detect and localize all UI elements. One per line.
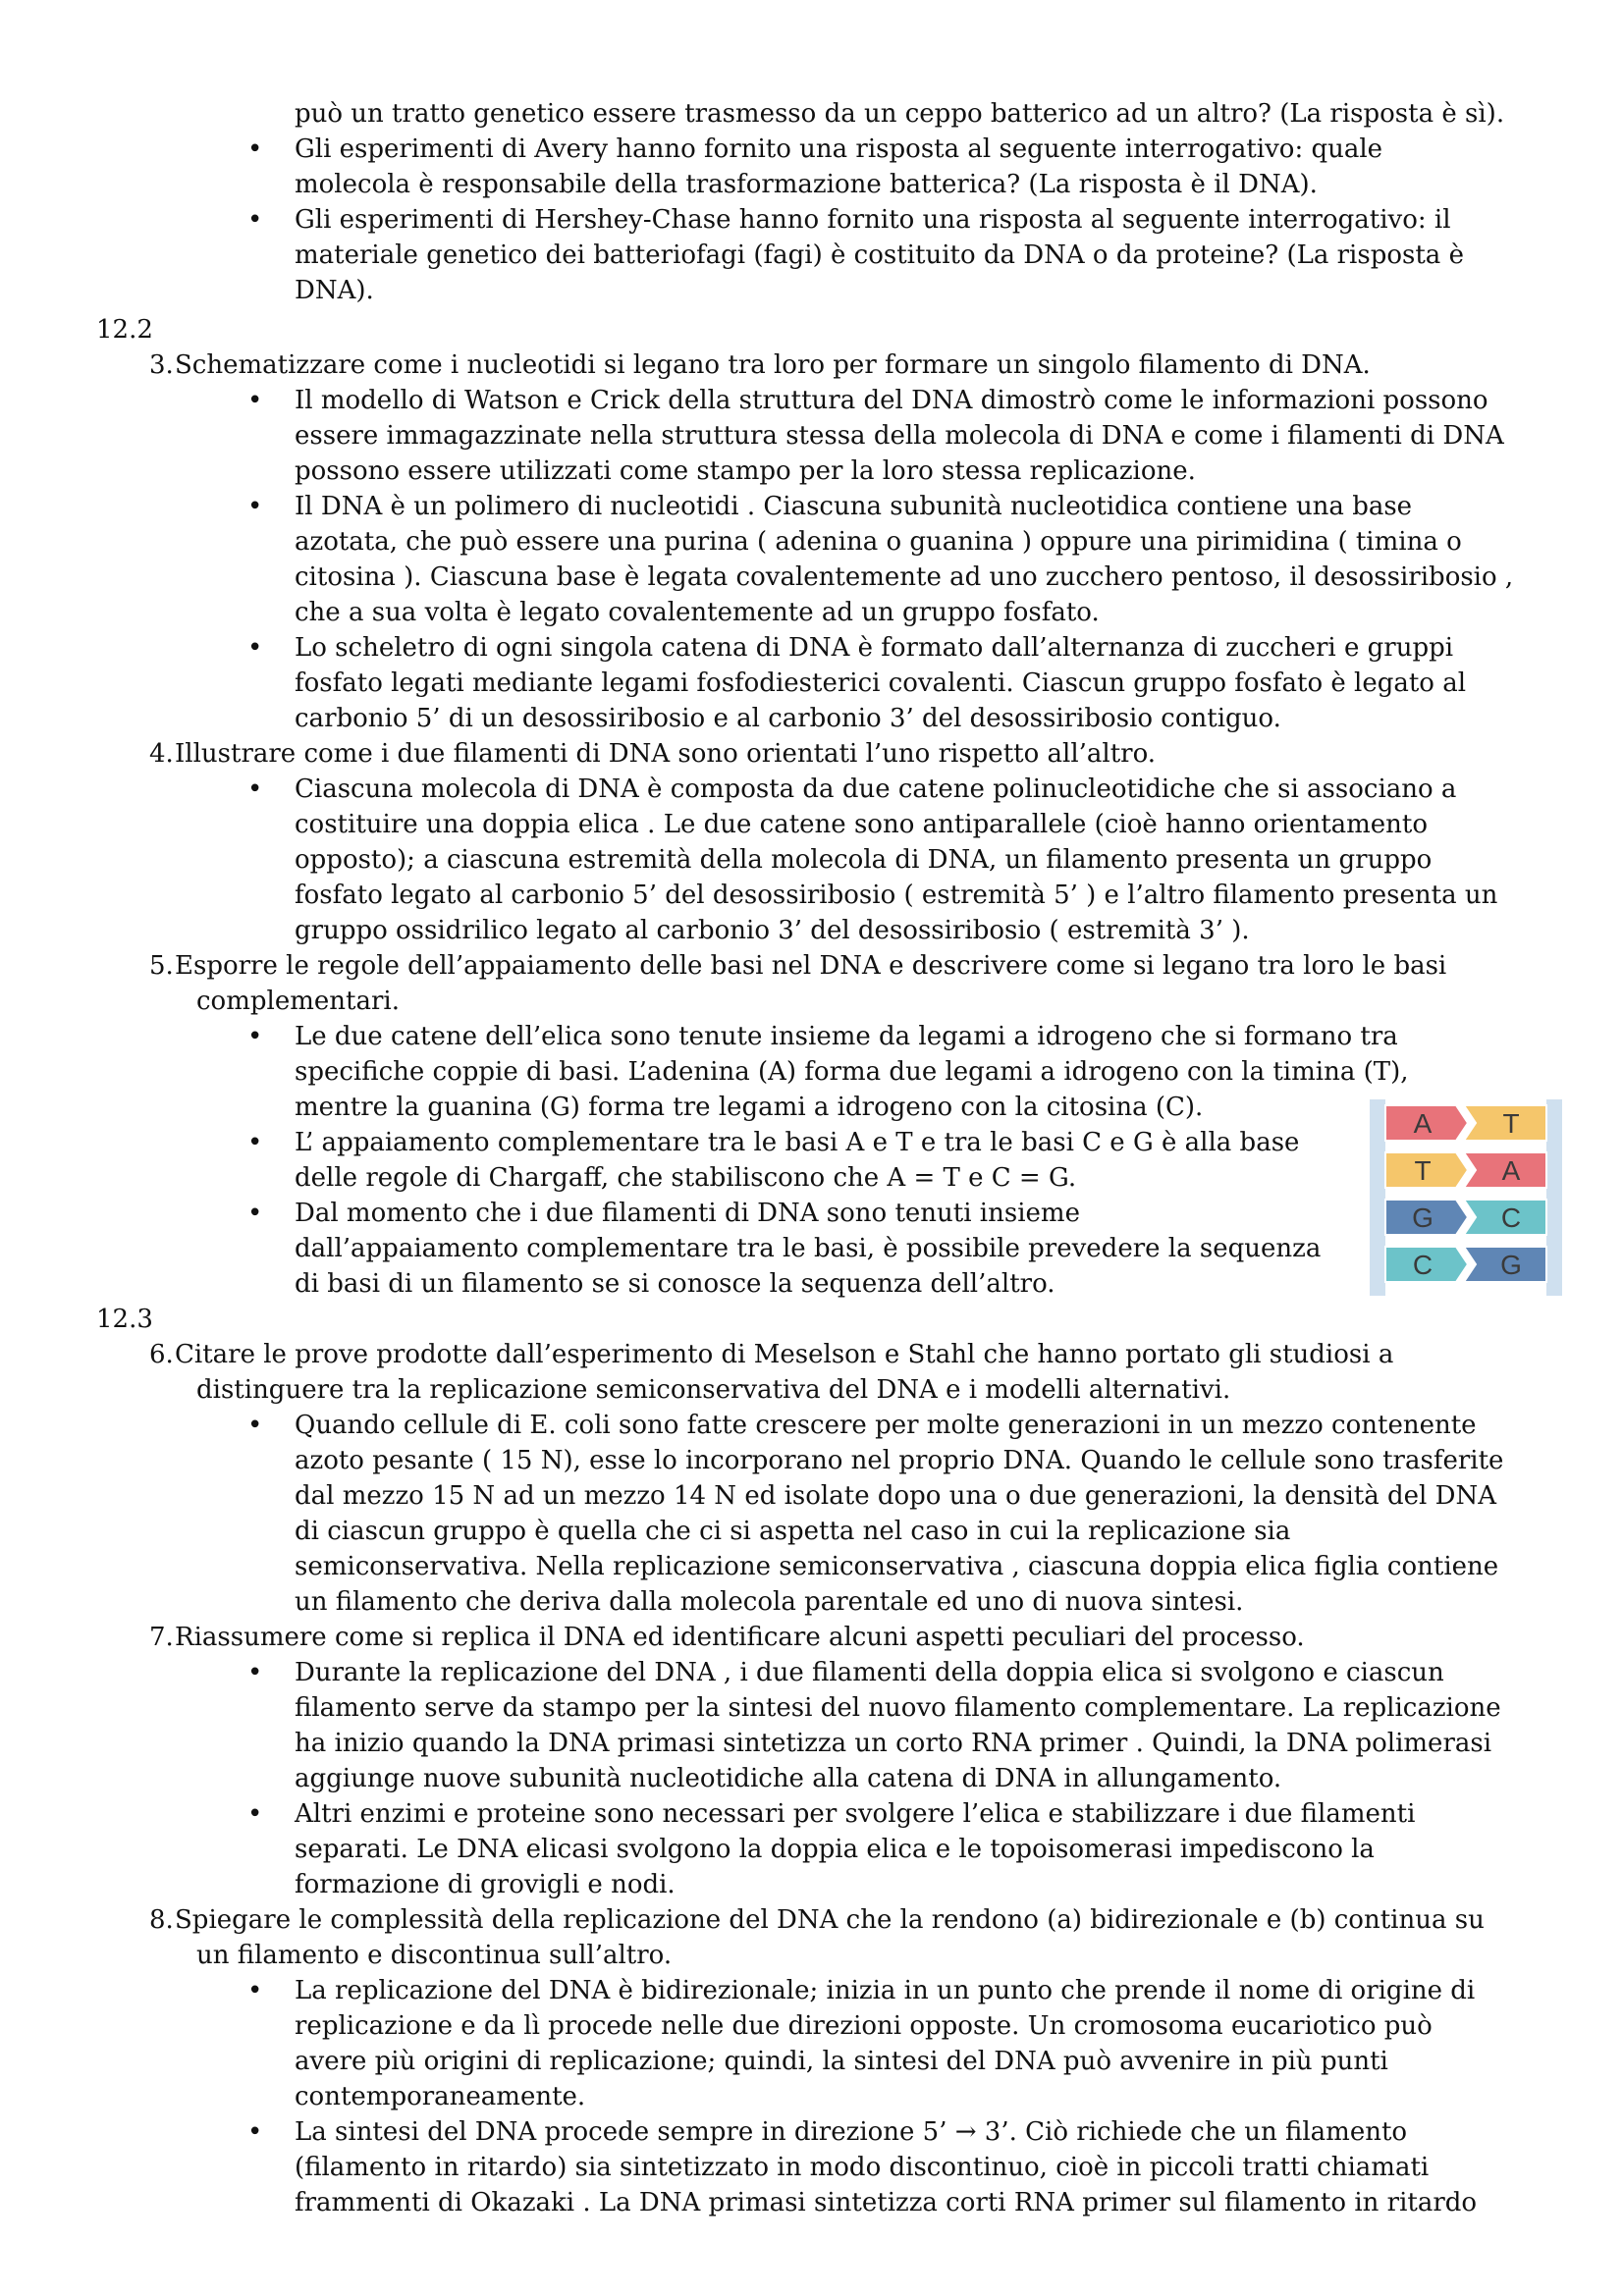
text-line: formazione di grovigli e nodi. (295, 1870, 676, 1899)
dna-base-pair-figure (1368, 1099, 1564, 1296)
bullet: • (247, 1976, 263, 2005)
text-line: specifiche coppie di basi. L’adenina (A) forma due legami a idrogeno con la timina (T), (295, 1057, 1409, 1087)
base-right-label: T (1502, 1108, 1520, 1139)
base-right-label: G (1500, 1250, 1522, 1280)
question-text: complementari. (196, 987, 400, 1016)
question-number: 7. (149, 1623, 174, 1652)
bullet: • (247, 134, 263, 164)
base-pair (1385, 1152, 1546, 1188)
text-line: molecola è responsabile della trasformazione batterica? (La risposta è il DNA). (295, 170, 1318, 199)
text-line: un filamento che deriva dalla molecola parentale ed uno di nuova sintesi. (295, 1587, 1244, 1617)
text-line: opposto); a ciascuna estremità della molecola di DNA, un filamento presenta un gruppo (295, 845, 1433, 875)
text-line: La replicazione del DNA è bidirezionale; inizia in un punto che prende il nome di origine di (295, 1976, 1476, 2005)
text-line: (filamento in ritardo) sia sintetizzato in modo discontinuo, cioè in piccoli tratti chiamati (295, 2153, 1430, 2182)
bullet: • (247, 492, 263, 521)
question-text: Spiegare le complessità della replicazione del DNA che la rendono (a) bidirezionale e (b) continua su (175, 1905, 1485, 1935)
text-line: Lo scheletro di ogni singola catena di DNA è formato dall’alternanza di zuccheri e gruppi (295, 633, 1454, 663)
text-line: Il modello di Watson e Crick della struttura del DNA dimostrò come le informazioni possono (295, 386, 1488, 415)
text-line: Le due catene dell’elica sono tenute insieme da legami a idrogeno che si formano tra (295, 1022, 1398, 1051)
text-line: Gli esperimenti di Hershey-Chase hanno fornito una risposta al seguente interrogativo: il (295, 205, 1451, 235)
section-number: 12.3 (96, 1305, 153, 1334)
base-left-label: A (1413, 1108, 1433, 1139)
text-line: mentre la guanina (G) forma tre legami a idrogeno con la citosina (C). (295, 1093, 1204, 1122)
text-line: dal mezzo 15 N ad un mezzo 14 N ed isolate dopo una o due generazioni, la densità del DNA (295, 1481, 1496, 1511)
text-line: aggiunge nuove subunità nucleotidiche alla catena di DNA in allungamento. (295, 1764, 1282, 1793)
text-line: carbonio 5’ di un desossiribosio e al carbonio 3’ del desossiribosio contiguo. (295, 704, 1281, 733)
text-line: che a sua volta è legato covalentemente ad un gruppo fosfato. (295, 598, 1100, 627)
question-text: Riassumere come si replica il DNA ed identificare alcuni aspetti peculiari del processo. (175, 1623, 1305, 1652)
bullet: • (247, 1199, 263, 1228)
question-heading (149, 1902, 1485, 1938)
question-text: distinguere tra la replicazione semiconservativa del DNA e i modelli alternativi. (196, 1375, 1231, 1405)
text-line: ha inizio quando la DNA primasi sintetizza un corto RNA primer . Quindi, la DNA polimerasi (295, 1729, 1492, 1758)
text-line: citosina ). Ciascuna base è legata covalentemente ad uno zucchero pentoso, il desossiribosio , (295, 562, 1514, 592)
text-line: Gli esperimenti di Avery hanno fornito una risposta al seguente interrogativo: quale (295, 134, 1383, 164)
question-heading (149, 1337, 1393, 1372)
base-right-label: C (1500, 1202, 1522, 1233)
base-right-label: A (1501, 1155, 1521, 1186)
text-line: essere immagazzinate nella struttura stessa della molecola di DNA e come i filamenti di DNA (295, 421, 1504, 451)
text-line: frammenti di Okazaki . La DNA primasi sintetizza corti RNA primer sul filamento in ritardo (295, 2188, 1478, 2217)
question-heading (149, 736, 1156, 772)
text-line: può un tratto genetico essere trasmesso da un ceppo batterico ad un altro? (La risposta è sì). (295, 99, 1505, 129)
base-left-label: C (1412, 1250, 1434, 1280)
text-line: replicazione e da lì procede nelle due direzioni opposte. Un cromosoma eucariotico può (295, 2011, 1433, 2041)
base-pair (1385, 1105, 1546, 1141)
question-heading (149, 948, 1446, 984)
text-line: dall’appaiamento complementare tra le basi, è possibile prevedere la sequenza (295, 1234, 1322, 1263)
question-heading (149, 347, 1371, 383)
text-line: Il DNA è un polimero di nucleotidi . Ciascuna subunità nucleotidica contiene una base (295, 492, 1413, 521)
question-text: un filamento e discontinua sull’altro. (196, 1941, 673, 1970)
bullet: • (247, 1658, 263, 1687)
text-line: costituire una doppia elica . Le due catene sono antiparallele (cioè hanno orientamento (295, 810, 1429, 839)
base-pair (1385, 1247, 1546, 1282)
text-line: La sintesi del DNA procede sempre in direzione 5’ → 3’. Ciò richiede che un filamento (295, 2117, 1408, 2147)
text-line: filamento serve da stampo per la sintesi del nuovo filamento complementare. La replicazione (295, 1693, 1501, 1723)
question-heading (149, 1620, 1305, 1655)
question-text: Schematizzare come i nucleotidi si legano tra loro per formare un singolo filamento di DNA. (175, 350, 1371, 380)
text-line: L’ appaiamento complementare tra le basi A e T e tra le basi C e G è alla base (295, 1128, 1300, 1157)
text-line: avere più origini di replicazione; quindi, la sintesi del DNA può avvenire in più punti (295, 2047, 1388, 2076)
question-number: 6. (149, 1340, 174, 1369)
question-text: Esporre le regole dell’appaiamento delle basi nel DNA e descrivere come si legano tra loro le basi (175, 951, 1447, 981)
text-line: separati. Le DNA elicasi svolgono la doppia elica e le topoisomerasi impediscono la (295, 1835, 1375, 1864)
bullet: • (247, 386, 263, 415)
text-line: Altri enzimi e proteine sono necessari per svolgere l’elica e stabilizzare i due filamenti (295, 1799, 1416, 1829)
base-pair (1385, 1200, 1546, 1235)
bullet: • (247, 633, 263, 663)
text-line: contemporaneamente. (295, 2082, 586, 2111)
text-line: fosfato legato al carbonio 5’ del desossiribosio ( estremità 5’ ) e l’altro filamento presenta un (295, 881, 1498, 910)
text-line: fosfato legati mediante legami fosfodiesterici covalenti. Ciascun gruppo fosfato è legato al (295, 668, 1467, 698)
text-line: possono essere utilizzati come stampo per la loro stessa replicazione. (295, 456, 1196, 486)
text-line: materiale genetico dei batteriofagi (fagi) è costituito da DNA o da proteine? (La risposta è (295, 240, 1464, 270)
text-line: azoto pesante ( 15 N), esse lo incorporano nel proprio DNA. Quando le cellule sono trasferite (295, 1446, 1504, 1475)
text-line: Quando cellule di E. coli sono fatte crescere per molte generazioni in un mezzo contenente (295, 1411, 1477, 1440)
base-left-label: T (1414, 1155, 1432, 1186)
bullet: • (247, 1128, 263, 1157)
text-line: di ciascun gruppo è quella che ci si aspetta nel caso in cui la replicazione sia (295, 1517, 1291, 1546)
section-number: 12.2 (96, 315, 153, 345)
text-line: DNA). (295, 276, 374, 305)
question-number: 8. (149, 1905, 174, 1935)
text-line: delle regole di Chargaff, che stabiliscono che A = T e C = G. (295, 1163, 1077, 1193)
bullet: • (247, 1799, 263, 1829)
text-line: Ciascuna molecola di DNA è composta da due catene polinucleotidiche che si associano a (295, 774, 1457, 804)
text-line: di basi di un filamento se si conosce la sequenza dell’altro. (295, 1269, 1055, 1299)
bullet: • (247, 774, 263, 804)
text-line: Durante la replicazione del DNA , i due filamenti della doppia elica si svolgono e ciascun (295, 1658, 1444, 1687)
bullet: • (247, 1022, 263, 1051)
text-line: gruppo ossidrilico legato al carbonio 3’ del desossiribosio ( estremità 3’ ). (295, 916, 1250, 945)
question-number: 4. (149, 739, 174, 769)
text-line: azotata, che può essere una purina ( adenina o guanina ) oppure una pirimidina ( timina o (295, 527, 1462, 557)
question-text: Illustrare come i due filamenti di DNA sono orientati l’uno rispetto all’altro. (175, 739, 1157, 769)
text-line: semiconservativa. Nella replicazione semiconservativa , ciascuna doppia elica figlia contiene (295, 1552, 1499, 1581)
right-backbone (1546, 1099, 1562, 1296)
text-line: Dal momento che i due filamenti di DNA sono tenuti insieme (295, 1199, 1080, 1228)
question-number: 5. (149, 951, 174, 981)
question-text: Citare le prove prodotte dall’esperimento di Meselson e Stahl che hanno portato gli studiosi a (175, 1340, 1394, 1369)
bullet: • (247, 205, 263, 235)
bullet: • (247, 1411, 263, 1440)
bullet: • (247, 2117, 263, 2147)
question-number: 3. (149, 350, 174, 380)
base-left-label: G (1412, 1202, 1434, 1233)
left-backbone (1370, 1099, 1385, 1296)
